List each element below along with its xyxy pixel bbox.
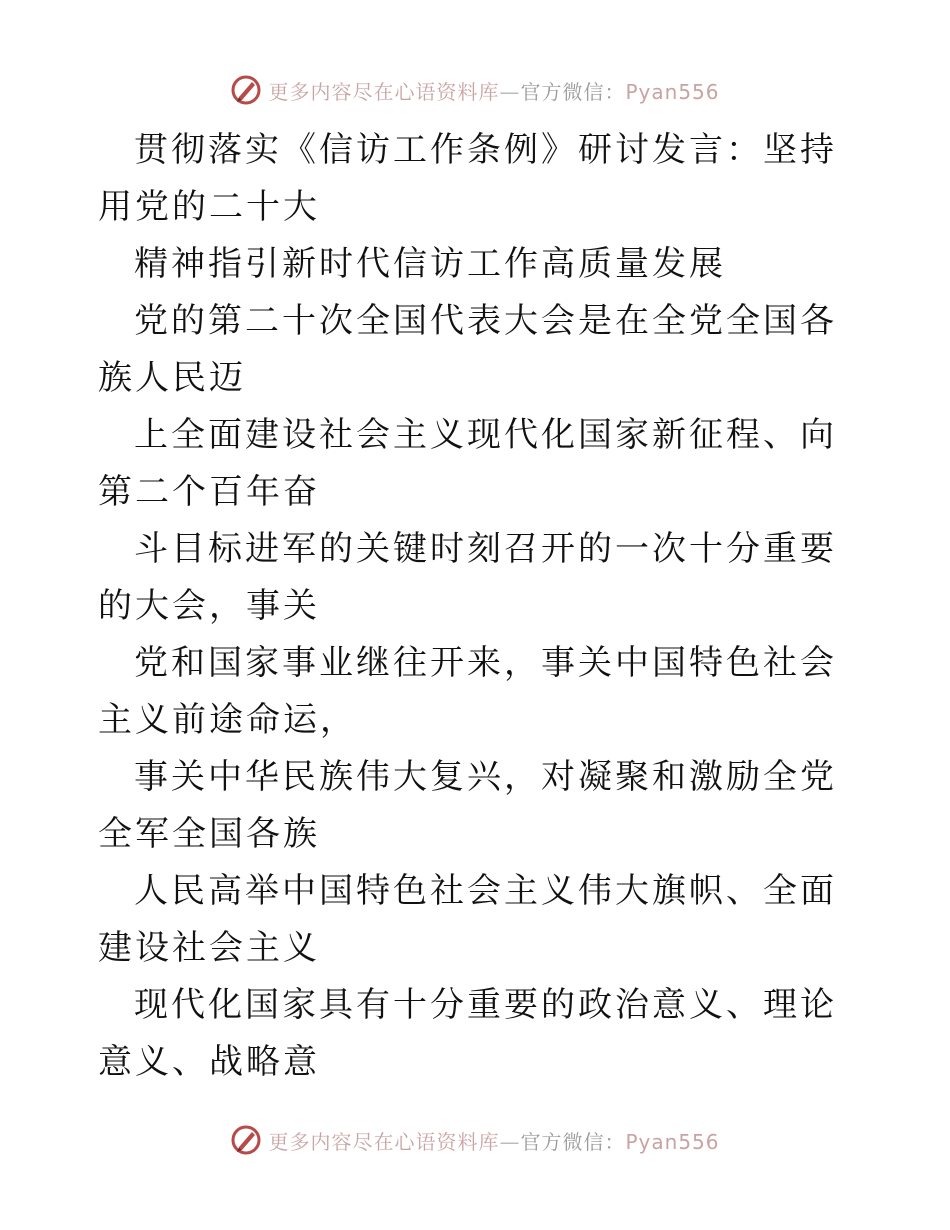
- watermark-text: [268, 76, 719, 105]
- paragraph: 斗目标进军的关键时刻召开的一次十分重要的大会，事关: [98, 529, 837, 626]
- watermark-wechat-label: 官方微信：: [520, 79, 626, 104]
- paragraph: 事关中华民族伟大复兴，对凝聚和激励全党全军全国各族: [98, 757, 837, 854]
- paragraph: 上全面建设社会主义现代化国家新征程、向第二个百年奋: [98, 415, 837, 512]
- red-pen-circle-icon: [230, 1124, 262, 1156]
- watermark-brand: 更多内容尽在心语资料库: [268, 1129, 500, 1154]
- paragraph: 贯彻落实《信访工作条例》研讨发言：坚持用党的二十大: [98, 130, 837, 227]
- watermark-brand: 更多内容尽在心语资料库: [268, 79, 500, 104]
- watermark-wechat-label: 官方微信：: [520, 1129, 626, 1154]
- watermark-text: [268, 1126, 719, 1155]
- footer-watermark: [0, 1120, 950, 1160]
- paragraph: 现代化国家具有十分重要的政治意义、理论意义、战略意: [98, 985, 837, 1082]
- red-pen-circle-icon: [230, 74, 262, 106]
- watermark-dash: —: [499, 79, 521, 104]
- watermark-wechat-id: Pyan556: [625, 1129, 720, 1154]
- header-watermark: [0, 70, 950, 110]
- watermark-dash: —: [499, 1129, 521, 1154]
- paragraph: 精神指引新时代信访工作高质量发展: [134, 244, 726, 284]
- document-body: [98, 122, 854, 1091]
- watermark-wechat-id: Pyan556: [625, 79, 720, 104]
- paragraph: 党和国家事业继往开来，事关中国特色社会主义前途命运，: [98, 643, 837, 740]
- paragraph: 人民高举中国特色社会主义伟大旗帜、全面建设社会主义: [98, 871, 837, 968]
- paragraph: 党的第二十次全国代表大会是在全党全国各族人民迈: [98, 301, 837, 398]
